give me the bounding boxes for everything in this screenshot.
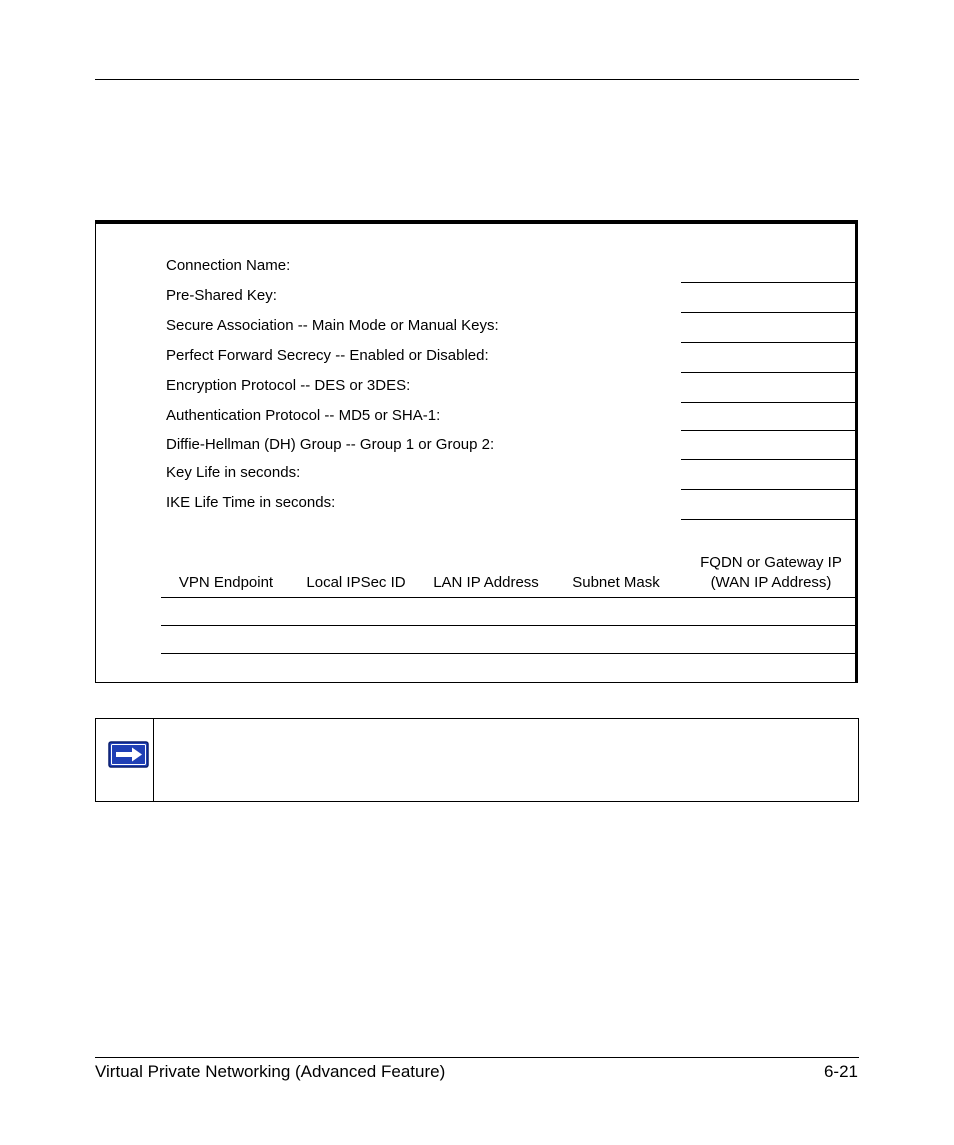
blank-dh-group [681,459,857,460]
field-authentication-protocol: Authentication Protocol -- MD5 or SHA-1: [166,407,441,424]
footer-chapter-title: Virtual Private Networking (Advanced Feature) [95,1062,446,1081]
blank-secure-association [681,342,857,343]
column-subnet-mask: Subnet Mask [572,574,660,591]
field-key-life: Key Life in seconds: [166,464,301,481]
field-ike-life-time: IKE Life Time in seconds: [166,494,336,511]
note-divider [153,718,154,802]
arrow-right-icon [108,741,149,768]
column-lan-ip-address: LAN IP Address [433,574,539,591]
table-row [161,625,857,626]
column-wan-ip-address: (WAN IP Address) [710,574,832,591]
blank-pre-shared-key [681,312,857,313]
blank-connection-name [681,282,857,283]
field-encryption-protocol: Encryption Protocol -- DES or 3DES: [166,377,411,394]
table-header-rule [161,597,857,598]
note-box [95,718,859,802]
table-row [161,653,857,654]
footer-rule [95,1057,859,1058]
field-pre-shared-key: Pre-Shared Key: [166,287,277,304]
footer-page-number: 6-21 [823,1062,858,1081]
field-secure-association: Secure Association -- Main Mode or Manual Keys: [166,317,499,334]
blank-key-life [681,489,857,490]
blank-encryption-protocol [681,402,857,403]
column-vpn-endpoint: VPN Endpoint [178,574,274,591]
field-perfect-forward-secrecy: Perfect Forward Secrecy -- Enabled or Disabled: [166,347,489,364]
blank-perfect-forward-secrecy [681,372,857,373]
column-local-ipsec-id: Local IPSec ID [306,574,406,591]
field-connection-name: Connection Name: [166,257,291,274]
blank-ike-life-time [681,519,857,520]
column-fqdn-gateway-ip: FQDN or Gateway IP [700,554,842,571]
blank-authentication-protocol [681,430,857,431]
field-dh-group: Diffie-Hellman (DH) Group -- Group 1 or Group 2: [166,436,495,453]
header-rule [95,79,859,80]
